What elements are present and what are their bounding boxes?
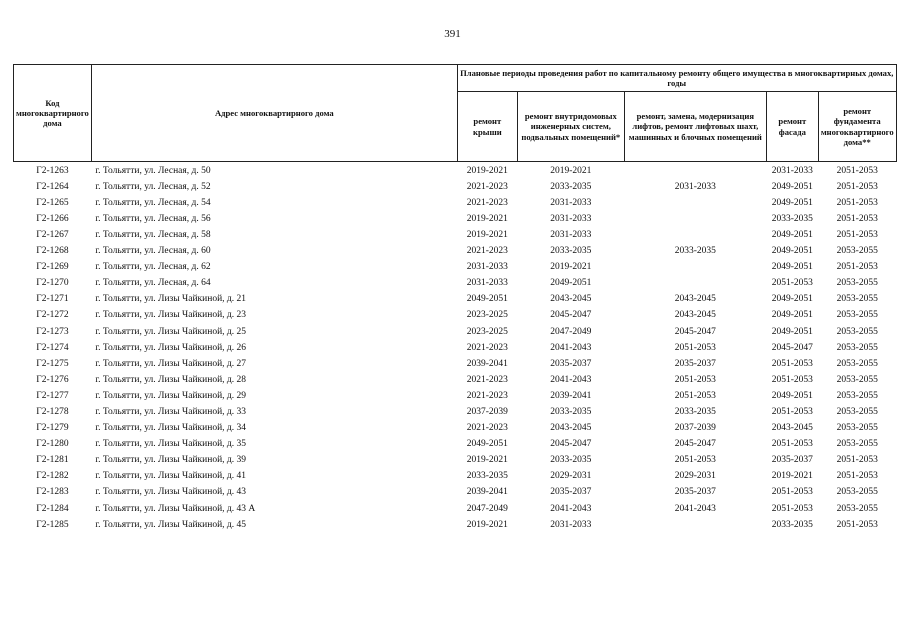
row-facade-period: 2049-2051	[771, 197, 813, 208]
table-row	[14, 485, 897, 501]
table-row	[14, 421, 897, 437]
table-row	[14, 517, 897, 533]
row-foundation-period: 2053-2055	[836, 374, 878, 385]
row-foundation-period: 2051-2053	[836, 471, 878, 482]
header-engineering: ремонт внутридомовых инженерных систем, подвальных помещений*	[517, 92, 624, 162]
row-elevators-period: 2035-2037	[674, 358, 716, 369]
row-code: Г2-1263	[36, 165, 69, 176]
header-facade: ремонт фасада	[766, 92, 818, 162]
table-row	[14, 211, 897, 227]
row-elevators-period	[624, 162, 766, 180]
row-address: г. Тольятти, ул. Лесная, д. 54	[95, 197, 211, 208]
row-foundation-period: 2051-2053	[836, 181, 878, 192]
row-elevators-period	[624, 276, 766, 292]
row-elevators-period: 2043-2045	[674, 310, 716, 321]
table-row	[14, 276, 897, 292]
row-foundation-period: 2053-2055	[836, 503, 878, 514]
row-elevators-period: 2037-2039	[674, 423, 716, 434]
row-engineering-period: 2033-2035	[550, 246, 592, 257]
row-roof-period: 2049-2051	[466, 294, 508, 305]
row-address: г. Тольятти, ул. Лесная, д. 52	[95, 181, 211, 192]
row-facade-period: 2033-2035	[771, 213, 813, 224]
row-foundation-period: 2051-2053	[836, 229, 878, 240]
row-elevators-period	[624, 260, 766, 276]
row-code: Г2-1283	[36, 487, 69, 498]
row-address: г. Тольятти, ул. Лизы Чайкиной, д. 45	[95, 519, 246, 530]
row-facade-period: 2051-2053	[771, 374, 813, 385]
row-elevators-period: 2051-2053	[674, 342, 716, 353]
row-address: г. Тольятти, ул. Лесная, д. 50	[95, 165, 211, 176]
row-foundation-period: 2051-2053	[836, 165, 878, 176]
row-roof-period: 2039-2041	[466, 487, 508, 498]
row-elevators-period	[624, 227, 766, 243]
row-engineering-period: 2019-2021	[550, 165, 592, 176]
row-code: Г2-1270	[36, 278, 69, 289]
row-engineering-period: 2031-2033	[550, 229, 592, 240]
row-engineering-period: 2039-2041	[550, 390, 592, 401]
row-code: Г2-1285	[36, 519, 69, 530]
row-facade-period: 2049-2051	[771, 326, 813, 337]
row-elevators-period: 2035-2037	[674, 487, 716, 498]
row-facade-period: 2049-2051	[771, 262, 813, 273]
row-engineering-period: 2047-2049	[550, 326, 592, 337]
table-row	[14, 292, 897, 308]
row-code: Г2-1272	[36, 310, 69, 321]
row-roof-period: 2019-2021	[466, 229, 508, 240]
row-foundation-period: 2053-2055	[836, 326, 878, 337]
row-foundation-period: 2053-2055	[836, 358, 878, 369]
row-foundation-period: 2051-2053	[836, 455, 878, 466]
row-roof-period: 2019-2021	[466, 165, 508, 176]
header-elevators: ремонт, замена, модернизация лифтов, ремонт лифтовых шахт, машинных и блочных помещений	[624, 92, 766, 162]
row-elevators-period: 2033-2035	[674, 406, 716, 417]
table-body	[14, 162, 897, 534]
row-code: Г2-1278	[36, 406, 69, 417]
row-elevators-period	[624, 195, 766, 211]
row-engineering-period: 2029-2031	[550, 471, 592, 482]
row-code: Г2-1268	[36, 246, 69, 257]
row-facade-period: 2033-2035	[771, 519, 813, 530]
row-foundation-period: 2053-2055	[836, 278, 878, 289]
row-elevators-period: 2051-2053	[674, 374, 716, 385]
row-address: г. Тольятти, ул. Лизы Чайкиной, д. 28	[95, 374, 246, 385]
row-roof-period: 2021-2023	[466, 342, 508, 353]
row-facade-period: 2051-2053	[771, 406, 813, 417]
row-engineering-period: 2033-2035	[550, 406, 592, 417]
row-roof-period: 2037-2039	[466, 406, 508, 417]
row-engineering-period: 2031-2033	[550, 197, 592, 208]
row-roof-period: 2021-2023	[466, 197, 508, 208]
row-foundation-period: 2053-2055	[836, 310, 878, 321]
row-facade-period: 2049-2051	[771, 229, 813, 240]
row-address: г. Тольятти, ул. Лизы Чайкиной, д. 25	[95, 326, 246, 337]
row-facade-period: 2045-2047	[771, 342, 813, 353]
row-foundation-period: 2053-2055	[836, 246, 878, 257]
header-row-top	[14, 65, 897, 92]
row-address: г. Тольятти, ул. Лизы Чайкиной, д. 27	[95, 358, 246, 369]
row-engineering-period: 2041-2043	[550, 503, 592, 514]
row-facade-period: 2049-2051	[771, 181, 813, 192]
row-code: Г2-1279	[36, 423, 69, 434]
table-row	[14, 453, 897, 469]
row-code: Г2-1275	[36, 358, 69, 369]
row-roof-period: 2019-2021	[466, 519, 508, 530]
row-address: г. Тольятти, ул. Лизы Чайкиной, д. 35	[95, 439, 246, 450]
row-facade-period: 2043-2045	[771, 423, 813, 434]
row-facade-period: 2049-2051	[771, 294, 813, 305]
row-address: г. Тольятти, ул. Лизы Чайкиной, д. 33	[95, 406, 246, 417]
header-foundation: ремонт фундамента многоквартирного дома**	[818, 92, 896, 162]
row-code: Г2-1276	[36, 374, 69, 385]
page-number: 391	[444, 28, 461, 40]
row-code: Г2-1271	[36, 294, 69, 305]
row-elevators-period: 2043-2045	[674, 294, 716, 305]
row-engineering-period: 2033-2035	[550, 455, 592, 466]
table-row	[14, 372, 897, 388]
row-elevators-period	[624, 517, 766, 533]
row-roof-period: 2019-2021	[466, 455, 508, 466]
row-address: г. Тольятти, ул. Лизы Чайкиной, д. 41	[95, 471, 246, 482]
table-row	[14, 437, 897, 453]
table-row	[14, 324, 897, 340]
row-elevators-period: 2033-2035	[674, 246, 716, 257]
row-roof-period: 2021-2023	[466, 390, 508, 401]
row-code: Г2-1280	[36, 439, 69, 450]
table-row	[14, 340, 897, 356]
row-roof-period: 2039-2041	[466, 358, 508, 369]
row-address: г. Тольятти, ул. Лизы Чайкиной, д. 26	[95, 342, 246, 353]
row-roof-period: 2033-2035	[466, 471, 508, 482]
row-roof-period: 2021-2023	[466, 423, 508, 434]
row-roof-period: 2021-2023	[466, 374, 508, 385]
header-roof: ремонт крыши	[457, 92, 517, 162]
table-row	[14, 388, 897, 404]
row-address: г. Тольятти, ул. Лизы Чайкиной, д. 34	[95, 423, 246, 434]
row-engineering-period: 2043-2045	[550, 423, 592, 434]
row-engineering-period: 2049-2051	[550, 278, 592, 289]
row-address: г. Тольятти, ул. Лизы Чайкиной, д. 39	[95, 455, 246, 466]
table-row	[14, 195, 897, 211]
row-address: г. Тольятти, ул. Лизы Чайкиной, д. 29	[95, 390, 246, 401]
row-foundation-period: 2053-2055	[836, 439, 878, 450]
row-address: г. Тольятти, ул. Лизы Чайкиной, д. 43	[95, 487, 246, 498]
repair-schedule-table	[13, 64, 897, 533]
row-foundation-period: 2051-2053	[836, 197, 878, 208]
row-address: г. Тольятти, ул. Лесная, д. 60	[95, 246, 211, 257]
header-group: Плановые периоды проведения работ по капитальному ремонту общего имущества в многоквартирных домах, годы	[457, 65, 896, 92]
row-code: Г2-1266	[36, 213, 69, 224]
row-code: Г2-1273	[36, 326, 69, 337]
row-code: Г2-1274	[36, 342, 69, 353]
row-engineering-period: 2019-2021	[550, 262, 592, 273]
row-roof-period: 2031-2033	[466, 262, 508, 273]
row-code: Г2-1264	[36, 181, 69, 192]
row-roof-period: 2019-2021	[466, 213, 508, 224]
row-elevators-period: 2045-2047	[674, 326, 716, 337]
row-elevators-period: 2041-2043	[674, 503, 716, 514]
row-code: Г2-1282	[36, 471, 69, 482]
row-address: г. Тольятти, ул. Лизы Чайкиной, д. 23	[95, 310, 246, 321]
row-roof-period: 2049-2051	[466, 439, 508, 450]
row-roof-period: 2023-2025	[466, 326, 508, 337]
row-facade-period: 2049-2051	[771, 390, 813, 401]
row-engineering-period: 2035-2037	[550, 487, 592, 498]
row-roof-period: 2031-2033	[466, 278, 508, 289]
row-facade-period: 2051-2053	[771, 487, 813, 498]
row-elevators-period: 2045-2047	[674, 439, 716, 450]
row-foundation-period: 2053-2055	[836, 423, 878, 434]
row-facade-period: 2049-2051	[771, 310, 813, 321]
row-engineering-period: 2035-2037	[550, 358, 592, 369]
row-foundation-period: 2053-2055	[836, 390, 878, 401]
row-engineering-period: 2031-2033	[550, 519, 592, 530]
row-address: г. Тольятти, ул. Лесная, д. 64	[95, 278, 211, 289]
row-foundation-period: 2051-2053	[836, 213, 878, 224]
row-facade-period: 2031-2033	[771, 165, 813, 176]
row-address: г. Тольятти, ул. Лизы Чайкиной, д. 43 А	[95, 503, 256, 514]
row-facade-period: 2049-2051	[771, 246, 813, 257]
table-row	[14, 308, 897, 324]
row-code: Г2-1265	[36, 197, 69, 208]
row-elevators-period	[624, 211, 766, 227]
row-code: Г2-1284	[36, 503, 69, 514]
table-row	[14, 260, 897, 276]
row-engineering-period: 2033-2035	[550, 181, 592, 192]
row-elevators-period: 2029-2031	[674, 471, 716, 482]
row-roof-period: 2047-2049	[466, 503, 508, 514]
row-address: г. Тольятти, ул. Лесная, д. 56	[95, 213, 211, 224]
table-row	[14, 469, 897, 485]
row-foundation-period: 2053-2055	[836, 487, 878, 498]
table-row	[14, 501, 897, 517]
row-foundation-period: 2053-2055	[836, 342, 878, 353]
row-address: г. Тольятти, ул. Лизы Чайкиной, д. 21	[95, 294, 246, 305]
row-engineering-period: 2041-2043	[550, 374, 592, 385]
table-row	[14, 404, 897, 420]
row-elevators-period: 2051-2053	[674, 455, 716, 466]
header-address: Адрес многоквартирного дома	[91, 65, 457, 162]
row-engineering-period: 2043-2045	[550, 294, 592, 305]
table-row	[14, 179, 897, 195]
row-code: Г2-1277	[36, 390, 69, 401]
row-address: г. Тольятти, ул. Лесная, д. 62	[95, 262, 211, 273]
table-row	[14, 162, 897, 180]
row-elevators-period: 2051-2053	[674, 390, 716, 401]
row-engineering-period: 2045-2047	[550, 310, 592, 321]
row-foundation-period: 2051-2053	[836, 519, 878, 530]
header-code: Код многоквартирного дома	[14, 65, 92, 162]
row-code: Г2-1281	[36, 455, 69, 466]
row-engineering-period: 2041-2043	[550, 342, 592, 353]
table-row	[14, 356, 897, 372]
row-facade-period: 2051-2053	[771, 278, 813, 289]
row-code: Г2-1267	[36, 229, 69, 240]
row-elevators-period: 2031-2033	[674, 181, 716, 192]
row-facade-period: 2019-2021	[771, 471, 813, 482]
row-code: Г2-1269	[36, 262, 69, 273]
row-address: г. Тольятти, ул. Лесная, д. 58	[95, 229, 211, 240]
row-roof-period: 2021-2023	[466, 181, 508, 192]
row-foundation-period: 2051-2053	[836, 262, 878, 273]
row-facade-period: 2051-2053	[771, 503, 813, 514]
row-engineering-period: 2031-2033	[550, 213, 592, 224]
row-foundation-period: 2053-2055	[836, 406, 878, 417]
table-row	[14, 227, 897, 243]
table-row	[14, 243, 897, 259]
row-roof-period: 2023-2025	[466, 310, 508, 321]
row-facade-period: 2051-2053	[771, 439, 813, 450]
row-roof-period: 2021-2023	[466, 246, 508, 257]
row-facade-period: 2051-2053	[771, 358, 813, 369]
row-foundation-period: 2053-2055	[836, 294, 878, 305]
row-facade-period: 2035-2037	[771, 455, 813, 466]
row-engineering-period: 2045-2047	[550, 439, 592, 450]
